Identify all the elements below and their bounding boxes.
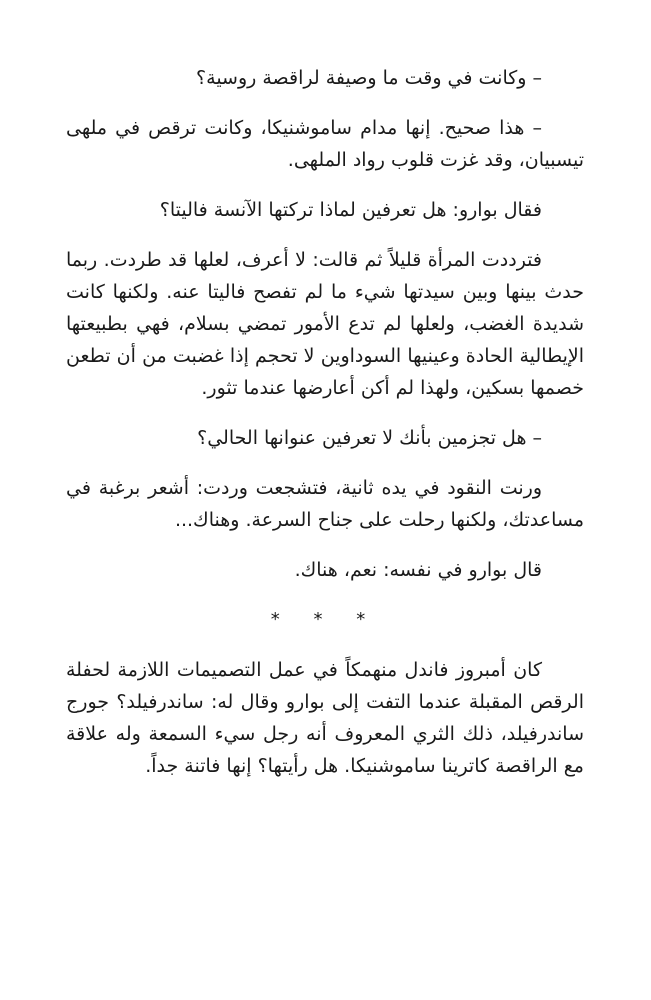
paragraph-4: فترددت المرأة قليلاً ثم قالت: لا أعرف، لعلها قد طردت. ربما حدث بينها وبين سيدتها شيء ما لم تفصح فاليتا عنه. ولكنها كانت شديدة الغضب، ولعلها لم تدع الأمور تمضي بسلام، فهي بطبيعتها الإيطالية الحادة وعينيها السوداوين لا تحجم إذا غضبت من أن تطعن خصمها بسكين، ولهذا لم أكن أعارضها عندما تثور.	[66, 249, 584, 399]
paragraph-3: فقال بوارو: هل تعرفين لماذا تركتها الآنسة فاليتا؟	[159, 199, 542, 221]
paragraph-7: قال بوارو في نفسه: نعم، هناك.	[294, 559, 542, 581]
paragraph-2: – هذا صحيح. إنها مدام ساموشنيكا، وكانت ترقص في ملهى تيسبيان، وقد غزت قلوب رواد الملهى.	[66, 117, 584, 171]
paragraph-5: – هل تجزمين بأنك لا تعرفين عنوانها الحالي؟	[197, 427, 542, 449]
closing-paragraph: كان أمبروز فاندل منهمكاً في عمل التصميمات اللازمة لحفلة الرقص المقبلة عندما التفت إلى بوارو وقال له: ساندرفيلد؟ جورج ساندرفيلد، ذلك الثري المعروف أنه رجل سيء السمعة وله علاقة مع الراقصة كاترينا ساموشنيكا. هل رأيتها؟ إنها فاتنة جداً.	[66, 659, 584, 777]
paragraph-6: ورنت النقود في يده ثانية، فتشجعت وردت: أشعر برغبة في مساعدتك، ولكنها رحلت على جناح السرعة. وهناك...	[66, 477, 584, 531]
section-separator: * * *	[270, 609, 380, 630]
paragraph-1: – وكانت في وقت ما وصيفة لراقصة روسية؟	[196, 67, 542, 89]
book-page	[66, 62, 584, 800]
